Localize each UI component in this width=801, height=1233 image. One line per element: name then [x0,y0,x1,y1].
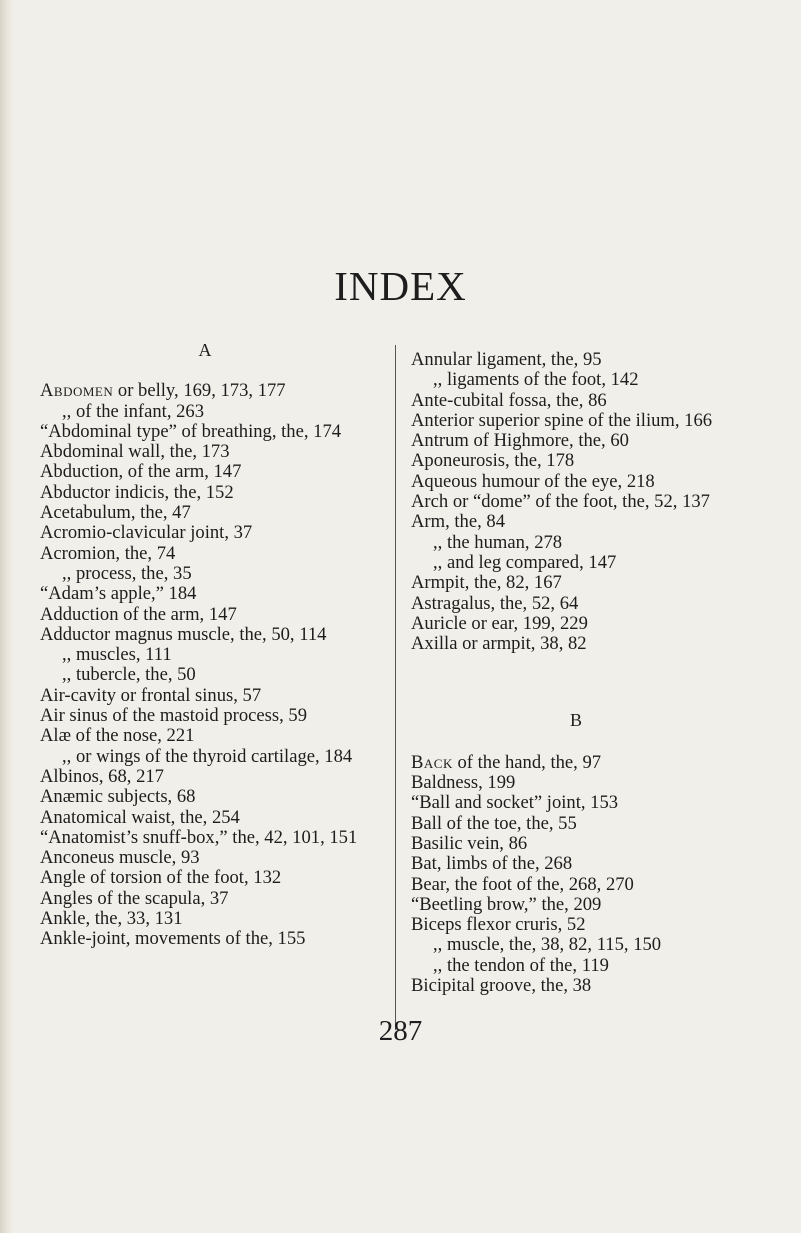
index-entry [40,564,370,584]
index-entry-text: “Beetling brow,” the, 209 [411,893,602,915]
index-entry [40,605,370,625]
index-entry [40,868,370,888]
index-entry [40,442,370,462]
index-entry [40,808,370,828]
index-entry [411,614,741,634]
index-entry-text: Aqueous humour of the eye, 218 [411,470,655,492]
index-entry [40,503,370,523]
index-entry [411,773,741,793]
index-entry-text: ,, of the infant, 263 [62,400,205,422]
index-entry-text: Anconeus muscle, 93 [40,847,200,869]
index-entry-text: Acromio-clavicular joint, 37 [40,522,253,544]
index-entry [411,976,741,996]
index-entry [411,573,741,593]
index-entries-a [40,381,370,949]
index-entry [40,909,370,929]
index-entry-text: Adductor magnus muscle, the, 50, 114 [40,623,327,645]
index-entry-text: Arm, the, 84 [411,511,505,533]
index-entry-text: Air sinus of the mastoid process, 59 [40,705,307,727]
index-entry [411,814,741,834]
index-entry-text: ,, muscles, 111 [62,644,172,666]
index-entry-text: Arch or “dome” of the foot, the, 52, 137 [411,491,710,513]
index-entry [411,492,741,512]
index-entry-text: ,, muscle, the, 38, 82, 115, 150 [433,934,662,956]
index-entry [40,706,370,726]
index-entry [411,472,741,492]
index-entry [411,512,741,532]
index-entry-text: Angles of the scapula, 37 [40,887,229,909]
index-entry-text: ,, or wings of the thyroid cartilage, 184 [62,745,353,767]
index-entry [40,929,370,949]
index-entry [411,875,741,895]
index-entry [40,767,370,787]
index-entry-text: Bat, limbs of the, 268 [411,853,573,875]
index-entry-lead: Back [411,751,453,773]
index-entry-text: of the hand, the, 97 [452,751,602,773]
index-entry [40,889,370,909]
index-entry [411,793,741,813]
page-edge-shadow [0,0,14,1233]
index-entry-text: Air-cavity or frontal sinus, 57 [40,684,262,706]
index-entry-text: ,, ligaments of the foot, 142 [433,369,639,391]
index-entry-text: Auricle or ear, 199, 229 [411,612,588,634]
index-entry-text: ,, the human, 278 [433,531,563,553]
index-entry [411,594,741,614]
index-entry-text: ,, and leg compared, 147 [433,551,617,573]
index-entry [40,848,370,868]
index-entry [40,686,370,706]
index-entry [40,645,370,665]
index-entry [40,381,370,401]
index-entry [411,350,741,370]
index-entry-text: Acromion, the, 74 [40,542,176,564]
index-entry-text: Axilla or armpit, 38, 82 [411,633,587,655]
index-entry-text: Anterior superior spine of the ilium, 166 [411,409,713,431]
index-entry-text: ,, tubercle, the, 50 [62,664,196,686]
index-entry [411,895,741,915]
index-entry [40,483,370,503]
page-number: 287 [378,1015,423,1047]
index-entry [411,411,741,431]
index-entry-text: Ball of the toe, the, 55 [411,812,577,834]
index-column-left [40,340,370,950]
index-entry-text: Astragalus, the, 52, 64 [411,592,579,614]
index-entry-text: ,, process, the, 35 [62,562,192,584]
index-entry [40,747,370,767]
index-entry-text: Basilic vein, 86 [411,832,528,854]
index-entry-text: “Anatomist’s snuff-box,” the, 42, 101, 151 [40,826,358,848]
index-entry-text: “Adam’s apple,” 184 [40,583,197,605]
index-entry [40,584,370,604]
index-column-right [411,350,741,996]
index-entry-text: Anatomical waist, the, 254 [40,806,240,828]
index-entry [40,544,370,564]
index-entry-text: “Ball and socket” joint, 153 [411,792,619,814]
index-entry-text: ,, the tendon of the, 119 [433,954,609,976]
index-entry-text: Abduction, of the arm, 147 [40,461,242,483]
index-entry-text: Angle of torsion of the foot, 132 [40,867,282,889]
index-entry [411,634,741,654]
index-entry [40,523,370,543]
index-entry-text: Biceps flexor cruris, 52 [411,914,586,936]
column-divider [395,345,396,1030]
index-entry-text: Aponeurosis, the, 178 [411,450,575,472]
index-entry [40,625,370,645]
index-entry [411,854,741,874]
index-entry [40,787,370,807]
index-entry-text: Antrum of Highmore, the, 60 [411,430,629,452]
index-entry [411,533,741,553]
index-entry [40,462,370,482]
index-entry [40,402,370,422]
index-entry-text: Baldness, 199 [411,772,516,794]
index-entry-text: Acetabulum, the, 47 [40,502,191,524]
index-entry-text: Armpit, the, 82, 167 [411,572,562,594]
index-entry [411,391,741,411]
section-heading-b: B [569,710,582,731]
index-entry-lead: Abdomen [40,380,114,402]
index-entry-text: Bear, the foot of the, 268, 270 [411,873,634,895]
index-entry [411,956,741,976]
index-entry [40,422,370,442]
index-entry-text: Alæ of the nose, 221 [40,725,195,747]
index-entry-text: Adduction of the arm, 147 [40,603,237,625]
index-entries-a-continued [411,350,741,654]
index-entry [411,753,741,773]
index-entry [411,915,741,935]
index-entry [40,665,370,685]
index-entry [40,726,370,746]
index-entry [411,431,741,451]
page-title: INDEX [334,263,467,309]
index-entry [411,834,741,854]
index-entry [411,553,741,573]
index-entry-text: Abdominal wall, the, 173 [40,441,230,463]
index-entry-text: “Abdominal type” of breathing, the, 174 [40,420,342,442]
index-entry [411,370,741,390]
index-entry [411,935,741,955]
index-entry-text: Ante-cubital fossa, the, 86 [411,389,607,411]
index-entry-text: Abductor indicis, the, 152 [40,481,234,503]
index-entry-text: or belly, 169, 173, 177 [113,380,286,402]
index-entry-text: Albinos, 68, 217 [40,765,164,787]
index-entry-text: Bicipital groove, the, 38 [411,975,592,997]
index-entry-text: Annular ligament, the, 95 [411,349,602,370]
index-entry [40,828,370,848]
index-entry-text: Ankle, the, 33, 131 [40,908,183,930]
index-entry-text: Anæmic subjects, 68 [40,786,196,808]
index-entry-text: Ankle-joint, movements of the, 155 [40,928,306,950]
index-entries-b [411,753,741,997]
section-heading-a: A [198,340,212,360]
index-entry [411,451,741,471]
